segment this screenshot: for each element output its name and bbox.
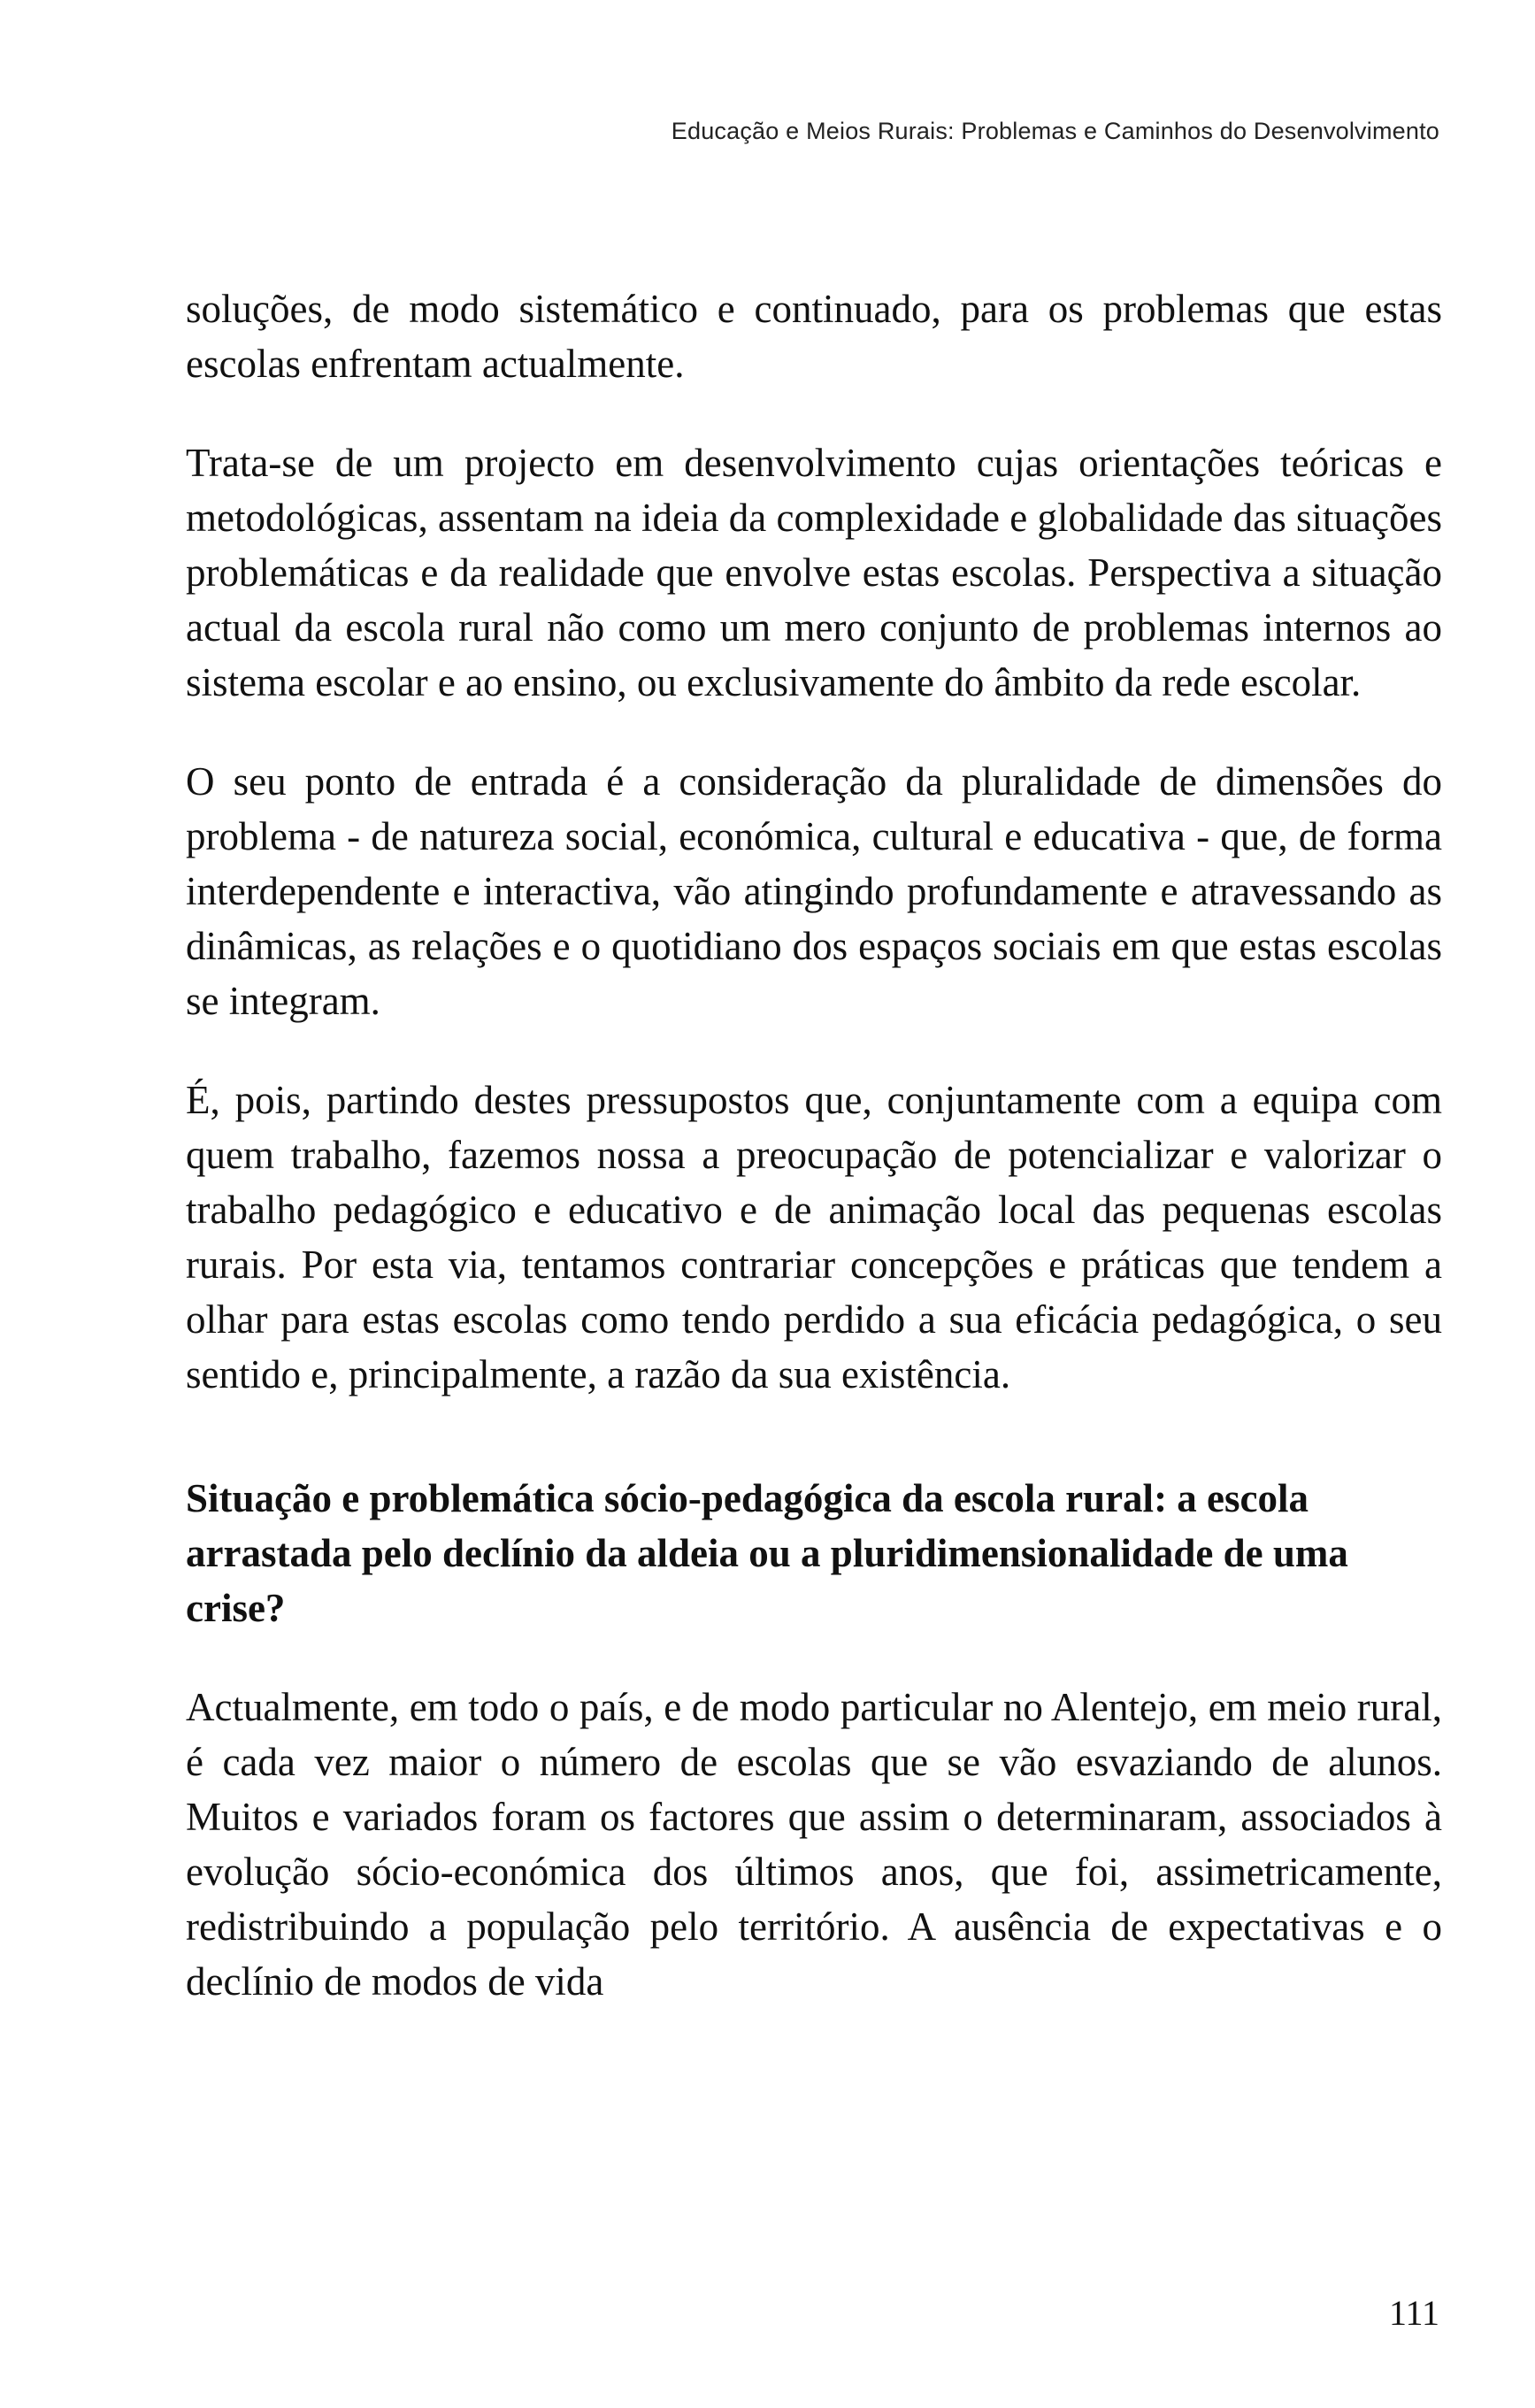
running-header: Educação e Meios Rurais: Problemas e Caminhos do Desenvolvimento [671,118,1439,144]
paragraph-continuation: soluções, de modo sistemático e continuado, para os problemas que estas escolas enfrentam actualmente. [186,287,1442,386]
section-heading: Situação e problemática sócio-pedagógica da escola rural: a escola arrastada pelo declínio da aldeia ou a pluridimensionalidade de uma crise? [186,1476,1348,1630]
paragraph-assumptions: É, pois, partindo destes pressupostos que, conjuntamente com a equipa com quem trabalho, fazemos nossa a preocupação de potencializar e valorizar o trabalho pedagógico e educativo e de animação local das pequenas escolas rurais. Por esta via, tentamos contrariar concepções e práticas que tendem a olhar para estas escolas como tendo perdido a sua eficácia pedagógica, o seu sentido e, principalmente, a razão da sua existência. [186,1078,1442,1396]
page-body [186,281,1442,2053]
paragraph-project-description: Trata-se de um projecto em desenvolvimento cujas orientações teóricas e metodológicas, assentam na ideia da complexidade e globalidade das situações problemáticas e da realidade que envolve estas escolas. Perspectiva a situação actual da escola rural não como um mero conjunto de problemas internos ao sistema escolar e ao ensino, ou exclusivamente do âmbito da rede escolar. [186,441,1442,704]
paragraph-section-intro: Actualmente, em todo o país, e de modo particular no Alentejo, em meio rural, é cada vez maior o número de escolas que se vão esvaziando de alunos. Muitos e variados foram os factores que assim o determinaram, associados à evolução sócio-económica dos últimos anos, que foi, assimetricamente, redistribuindo a população pelo território. A ausência de expectativas e o declínio de modos de vida [186,1685,1442,2004]
page-number: 111 [1388,2293,1439,2333]
paragraph-entry-point: O seu ponto de entrada é a consideração da pluralidade de dimensões do problema - de natureza social, económica, cultural e educativa - que, de forma interdependente e interactiva, vão atingindo profundamente e atravessando as dinâmicas, as relações e o quotidiano dos espaços sociais em que estas escolas se integram. [186,759,1442,1023]
